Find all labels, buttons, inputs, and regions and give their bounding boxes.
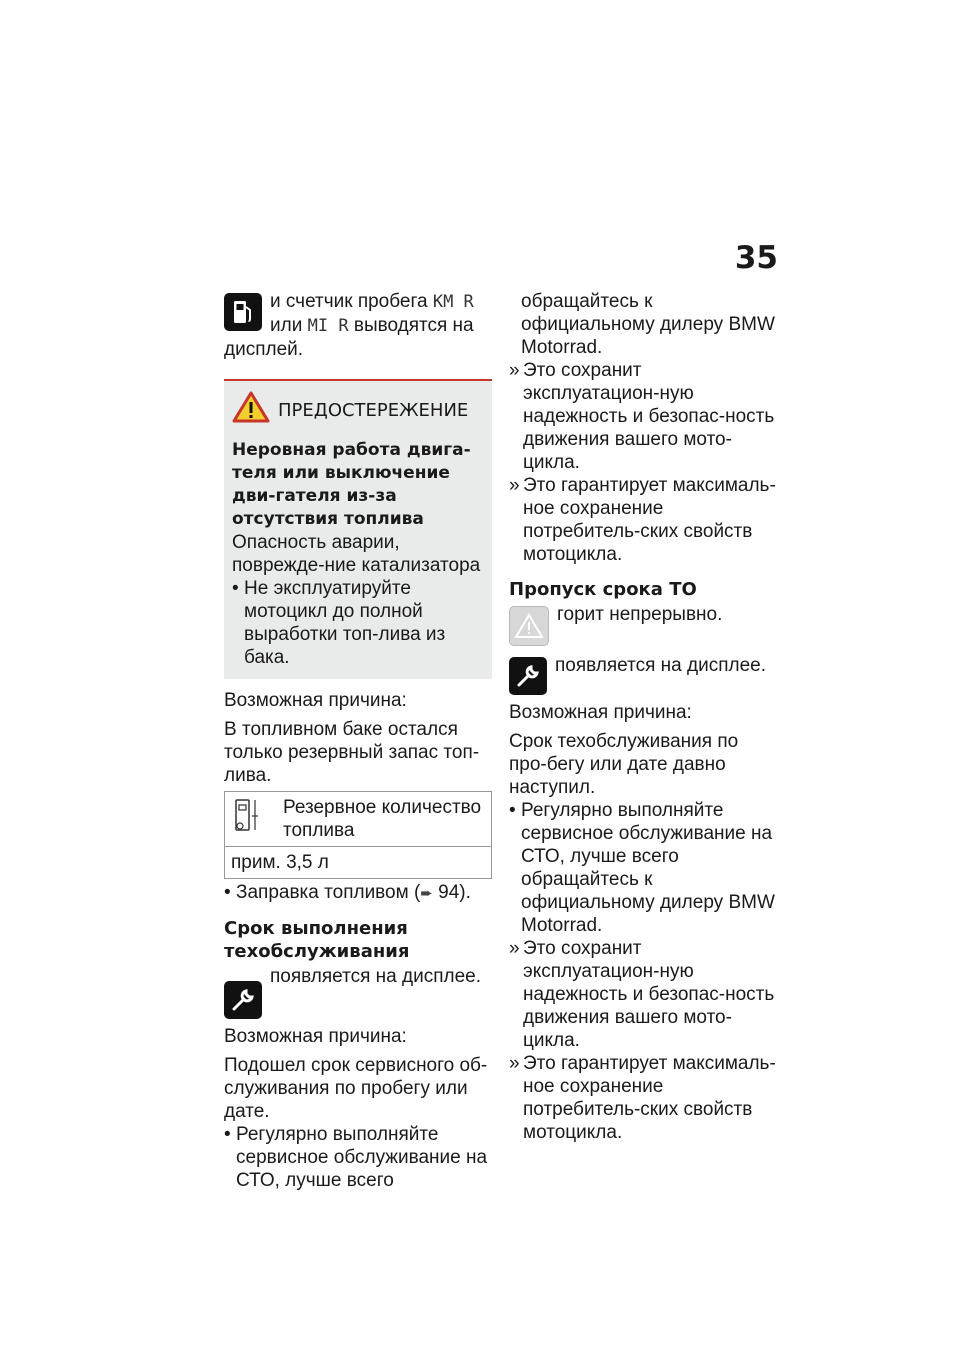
refuel-reference: • Заправка топливом (➨ 94).	[224, 882, 471, 903]
overdue-indicator-2: появляется на дисплее.	[509, 654, 777, 695]
cause-label: Возможная причина:	[224, 690, 407, 711]
service-bullet: • Регулярно выполняйте сервисное обслуживание на СТО, лучше всего	[224, 1124, 488, 1191]
page-reference-arrow-icon: ➨	[420, 885, 433, 902]
right-column	[509, 290, 777, 1144]
overdue-cause-text: Срок техобслуживания по про-бегу или дате давно наступил.	[509, 731, 739, 798]
fuel-gauge-icon	[231, 820, 261, 841]
fuel-pump-icon	[224, 293, 262, 331]
cause-text: В топливном баке остался только резервный запас топ-лива.	[224, 719, 480, 786]
arrow-item-2: » Это гарантирует максималь-ное сохранение потребитель-ских свойств мотоцикла.	[509, 475, 776, 565]
fuel-reserve-value: прим. 3,5 л	[231, 852, 329, 873]
arrow-item-1: » Это сохранит эксплуатацион-ную надежность и безопас-ность движения вашего мото-цикла.	[509, 360, 775, 473]
warning-header	[232, 391, 484, 429]
odometer-code-mi: MI R	[307, 316, 349, 336]
wrench-icon	[509, 657, 547, 695]
overdue-bullet: • Регулярно выполняйте сервисное обслуживание на СТО, лучше всего обращайтесь к официальному дилеру BMW Motorrad.	[509, 800, 775, 936]
page-number: 35	[734, 240, 778, 276]
overdue-indicator-1: горит непрерывно.	[509, 603, 777, 646]
fuel-reserve-intro: и счетчик пробега KM R или MI R выводятся на дисплей.	[224, 291, 474, 360]
warning-text: Опасность аварии, поврежде-ние катализатора	[232, 532, 481, 576]
arrow-item-4: » Это гарантирует максималь-ное сохранение потребитель-ских свойств мотоцикла.	[509, 1053, 776, 1143]
overdue-heading: Пропуск срока ТО	[509, 579, 697, 600]
fuel-reserve-table	[224, 791, 492, 879]
cause2-label: Возможная причина:	[224, 1026, 407, 1047]
fuel-reserve-label: Резервное количество топлива	[277, 792, 492, 847]
warning-label: ПРЕДОСТЕРЕЖЕНИЕ	[278, 399, 469, 421]
continuation-text: обращайтесь к официальному дилеру BMW Motorrad.	[521, 291, 775, 358]
overdue-cause-label: Возможная причина:	[509, 702, 692, 723]
warning-bullet: • Не эксплуатируйте мотоцикл до полной выработки топ-лива из бака.	[232, 578, 446, 668]
warning-box	[224, 379, 492, 679]
service-indicator: появляется на дисплее.	[224, 965, 492, 1019]
wrench-icon	[224, 981, 262, 1019]
left-column	[224, 290, 492, 1192]
cause2-text: Подошел срок сервисного об-служивания по пробегу или дате.	[224, 1055, 488, 1122]
warning-triangle-icon	[232, 391, 270, 429]
refuel-page-link[interactable]: 94	[438, 882, 460, 903]
odometer-code-km: KM R	[432, 292, 474, 312]
arrow-item-3: » Это сохранит эксплуатацион-ную надежность и безопас-ность движения вашего мото-цикла.	[509, 938, 775, 1051]
warning-title: Неровная работа двига-теля или выключение дви-гателя из-за отсутствия топлива	[232, 440, 471, 529]
warning-triangle-icon	[509, 606, 549, 646]
service-heading: Срок выполнения техобслуживания	[224, 918, 410, 962]
